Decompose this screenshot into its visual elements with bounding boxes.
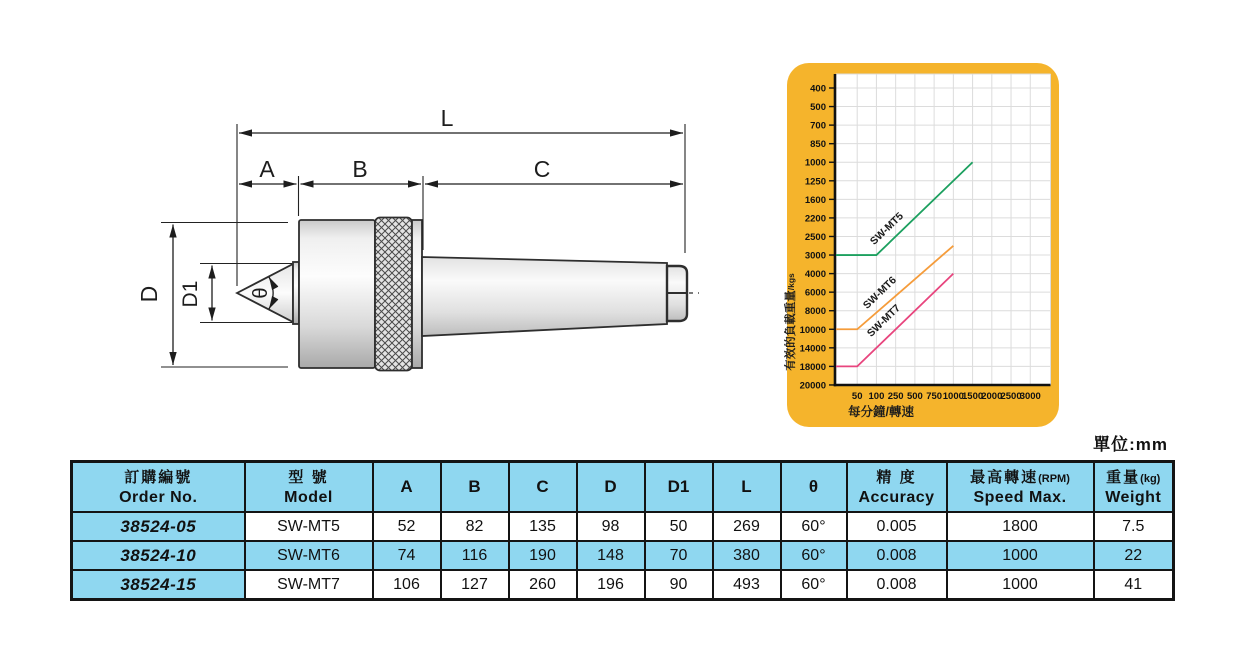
value-cell: 41 bbox=[1094, 570, 1174, 600]
y-tick-label: 4000 bbox=[804, 269, 826, 281]
x-tick-label: 2500 bbox=[1000, 391, 1022, 402]
col-header-weight: 重量(kg) Weight bbox=[1094, 462, 1174, 513]
model-cell: SW-MT5 bbox=[245, 512, 373, 541]
y-tick-label: 2500 bbox=[804, 231, 826, 243]
main-body bbox=[299, 220, 375, 368]
y-tick-label: 8000 bbox=[804, 306, 826, 318]
value-cell: 190 bbox=[509, 541, 577, 570]
chart-y-axis-title: 有效的負載重量/kgs bbox=[785, 273, 797, 371]
value-cell: 135 bbox=[509, 512, 577, 541]
model-cell: SW-MT6 bbox=[245, 541, 373, 570]
value-cell: 196 bbox=[577, 570, 645, 600]
value-cell: 74 bbox=[373, 541, 441, 570]
x-tick-label: 1500 bbox=[962, 391, 984, 402]
value-cell: 22 bbox=[1094, 541, 1174, 570]
body-end-ring bbox=[412, 220, 422, 368]
value-cell: 50 bbox=[645, 512, 713, 541]
table-row-38524-05 bbox=[72, 512, 1174, 541]
order-no-cell: 38524-10 bbox=[72, 541, 245, 570]
value-cell: 148 bbox=[577, 541, 645, 570]
x-tick-label: 100 bbox=[868, 391, 885, 402]
x-tick-label: 3000 bbox=[1019, 391, 1041, 402]
col-header-order-no: 訂購編號 Order No. bbox=[72, 462, 245, 513]
value-cell: 269 bbox=[713, 512, 781, 541]
chart-plot-area bbox=[836, 74, 1051, 385]
y-tick-label: 700 bbox=[810, 120, 826, 132]
order-no-cell: 38524-05 bbox=[72, 512, 245, 541]
y-tick-label: 14000 bbox=[799, 343, 826, 355]
x-tick-label: 250 bbox=[887, 391, 904, 402]
knurled-ring bbox=[375, 218, 412, 371]
col-header-a: A bbox=[373, 462, 441, 513]
col-header-d: D bbox=[577, 462, 645, 513]
col-header-l: L bbox=[713, 462, 781, 513]
x-tick-label: 2000 bbox=[981, 391, 1003, 402]
col-header-model: 型 號 Model bbox=[245, 462, 373, 513]
value-cell: 0.008 bbox=[847, 541, 947, 570]
y-tick-label: 6000 bbox=[804, 287, 826, 299]
dim-label-C: C bbox=[533, 156, 551, 182]
value-cell: 1800 bbox=[947, 512, 1094, 541]
order-no-cell: 38524-15 bbox=[72, 570, 245, 600]
x-tick-label: 750 bbox=[926, 391, 943, 402]
dim-label-L: L bbox=[440, 105, 454, 131]
value-cell: 52 bbox=[373, 512, 441, 541]
value-cell: 60° bbox=[781, 541, 847, 570]
y-tick-label: 18000 bbox=[799, 361, 826, 373]
value-cell: 60° bbox=[781, 512, 847, 541]
x-tick-label: 500 bbox=[906, 391, 923, 402]
technical-drawing bbox=[120, 85, 720, 395]
col-header-d1: D1 bbox=[645, 462, 713, 513]
value-cell: 380 bbox=[713, 541, 781, 570]
header-row bbox=[72, 462, 1174, 513]
value-cell: 7.5 bbox=[1094, 512, 1174, 541]
series-label-SW-MT6: SW-MT6 bbox=[860, 274, 899, 312]
value-cell: 82 bbox=[441, 512, 509, 541]
table-row-38524-15 bbox=[72, 570, 1174, 600]
dim-label-D1: D1 bbox=[179, 280, 202, 308]
y-tick-label: 20000 bbox=[799, 380, 826, 392]
spec-table bbox=[70, 460, 1175, 601]
value-cell: 127 bbox=[441, 570, 509, 600]
y-tick-label: 3000 bbox=[804, 250, 826, 262]
value-cell: 106 bbox=[373, 570, 441, 600]
taper-shank bbox=[422, 257, 667, 336]
live-center-body bbox=[237, 218, 687, 371]
value-cell: 493 bbox=[713, 570, 781, 600]
col-header-accuracy: 精 度 Accuracy bbox=[847, 462, 947, 513]
value-cell: 1000 bbox=[947, 541, 1094, 570]
value-cell: 0.008 bbox=[847, 570, 947, 600]
y-tick-label: 850 bbox=[810, 139, 826, 151]
value-cell: 260 bbox=[509, 570, 577, 600]
spec-table-header bbox=[72, 462, 1174, 513]
table-row-38524-10 bbox=[72, 541, 1174, 570]
load-capacity-chart bbox=[778, 55, 1070, 437]
value-cell: 1000 bbox=[947, 570, 1094, 600]
x-tick-label: 50 bbox=[851, 391, 863, 402]
dim-label-B: B bbox=[352, 156, 368, 182]
col-header-col: θ bbox=[781, 462, 847, 513]
chart-x-axis-title: 每分鐘/轉速 bbox=[848, 405, 914, 419]
y-tick-label: 1600 bbox=[804, 194, 826, 206]
dim-label-D: D bbox=[136, 285, 162, 303]
y-tick-label: 2200 bbox=[804, 213, 826, 225]
value-cell: 116 bbox=[441, 541, 509, 570]
model-cell: SW-MT7 bbox=[245, 570, 373, 600]
col-header-c: C bbox=[509, 462, 577, 513]
series-label-SW-MT5: SW-MT5 bbox=[867, 210, 906, 248]
y-tick-label: 10000 bbox=[799, 324, 826, 336]
value-cell: 70 bbox=[645, 541, 713, 570]
y-tick-label: 400 bbox=[810, 83, 826, 95]
col-header-speed-max: 最高轉速(RPM) Speed Max. bbox=[947, 462, 1094, 513]
y-tick-label: 500 bbox=[810, 102, 826, 114]
y-tick-label: 1250 bbox=[804, 176, 826, 188]
col-header-b: B bbox=[441, 462, 509, 513]
value-cell: 60° bbox=[781, 570, 847, 600]
value-cell: 98 bbox=[577, 512, 645, 541]
x-tick-label: 1000 bbox=[942, 391, 964, 402]
unit-label: 單位:mm bbox=[1093, 435, 1168, 454]
y-tick-label: 1000 bbox=[804, 157, 826, 169]
series-label-SW-MT7: SW-MT7 bbox=[864, 302, 903, 340]
spec-table-body bbox=[72, 512, 1174, 600]
dim-label-A: A bbox=[259, 156, 275, 182]
value-cell: 90 bbox=[645, 570, 713, 600]
value-cell: 0.005 bbox=[847, 512, 947, 541]
dim-label-theta: θ bbox=[250, 287, 272, 299]
